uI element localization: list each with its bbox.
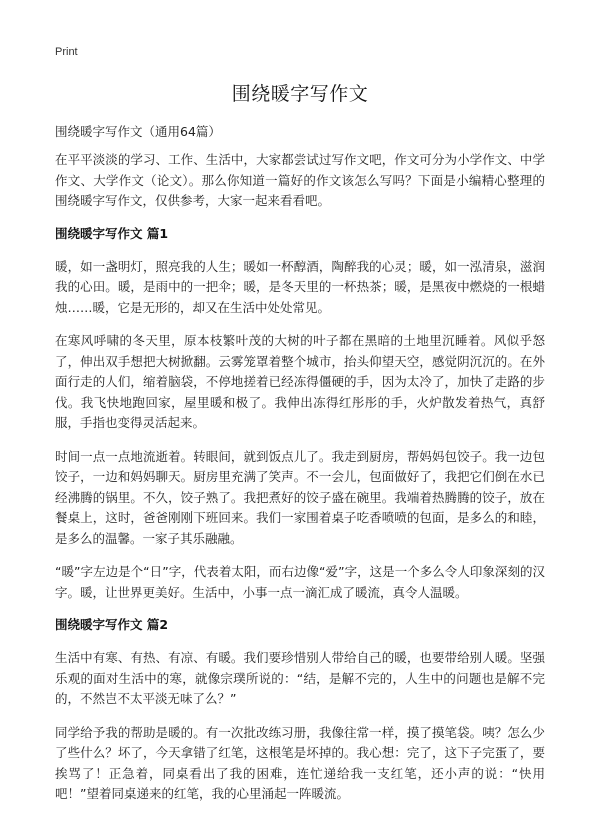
section-paragraph: 生活中有寒、有热、有凉、有暖。我们要珍惜别人带给自己的暖，也要带给别人暖。坚强乐观的面对生活中的寒，就像宗璞所说的：“结，是解不完的，人生中的问题也是解不完的，不然岂不太平淡无味了么？”	[55, 650, 545, 706]
section-heading: 围绕暖字写作文 篇2	[55, 617, 169, 632]
section-paragraph: 同学给予我的帮助是暖的。有一次批改练习册，我像往常一样，摸了摸笔袋。咦？怎么少了些什么？坏了，今天拿错了红笔，这根笔是坏掉的。我心想：完了，这下子完蛋了，要挨骂了！正急着，同桌看出了我的困难，连忙递给我一支红笔，还小声的说：“快用吧！”望着同桌递来的红笔，我的心里涌起一阵暖流。	[55, 724, 545, 801]
section-paragraph: 时间一点一点地流逝着。转眼间，就到饭点儿了。我走到厨房，帮妈妈包饺子。我一边包饺子，一边和妈妈聊天。厨房里充满了笑声。不一会儿，包面做好了，我把它们倒在水已经沸腾的锅里。不久，饺子熟了。我把煮好的饺子盛在碗里。我端着热腾腾的饺子，放在餐桌上，这时，爸爸刚刚下班回来。我们一家围着桌子吃香喷喷的包面，是多么的和睦，是多么的温馨。一家子其乐融融。	[55, 448, 545, 546]
document-body	[55, 150, 545, 818]
section-paragraph: “暖”字左边是个“日”字，代表着太阳，而右边像“爱”字，这是一个多么令人印象深刻的汉字。暖，让世界更美好。生活中，小事一点一滴汇成了暖流，真令人温暖。	[55, 564, 545, 600]
intro-paragraph: 在平平淡淡的学习、工作、生活中，大家都尝试过写作文吧，作文可分为小学作文、中学作文、大学作文（论文）。那么你知道一篇好的作文该怎么写吗？下面是小编精心整理的围绕暖字写作文，仅供参考，大家一起来看看吧。	[55, 152, 545, 208]
section-paragraph: 在寒风呼啸的冬天里，原本枝繁叶茂的大树的叶子都在黑暗的土地里沉睡着。风似乎怒了，伸出双手想把大树掀翻。云雾笼罩着整个城市，抬头仰望天空，感觉阴沉沉的。在外面行走的人们，缩着脑袋，不停地搓着已经冻得僵硬的手，因为太冷了，加快了走路的步伐。我飞快地跑回家，屋里暖和极了。我伸出冻得红彤彤的手，火炉散发着热气，真舒服，手指也变得灵活起来。	[55, 333, 545, 430]
section-paragraph: 暖，如一盏明灯，照亮我的人生；暖如一杯醇酒，陶醉我的心灵；暖，如一泓清泉，滋润我的心田。暖，是雨中的一把伞；暖，是冬天里的一杯热茶；暖，是黑夜中燃烧的一根蜡烛……暖，它是无形的，却又在生活中处处常见。	[55, 258, 545, 315]
print-label: Print	[55, 46, 78, 58]
section-2	[55, 616, 545, 805]
document-subtitle: 围绕暖字写作文（通用64篇）	[55, 124, 221, 139]
section-1	[55, 225, 545, 604]
section-heading: 围绕暖字写作文 篇1	[55, 225, 169, 241]
document-title: 围绕暖字写作文	[231, 83, 369, 105]
